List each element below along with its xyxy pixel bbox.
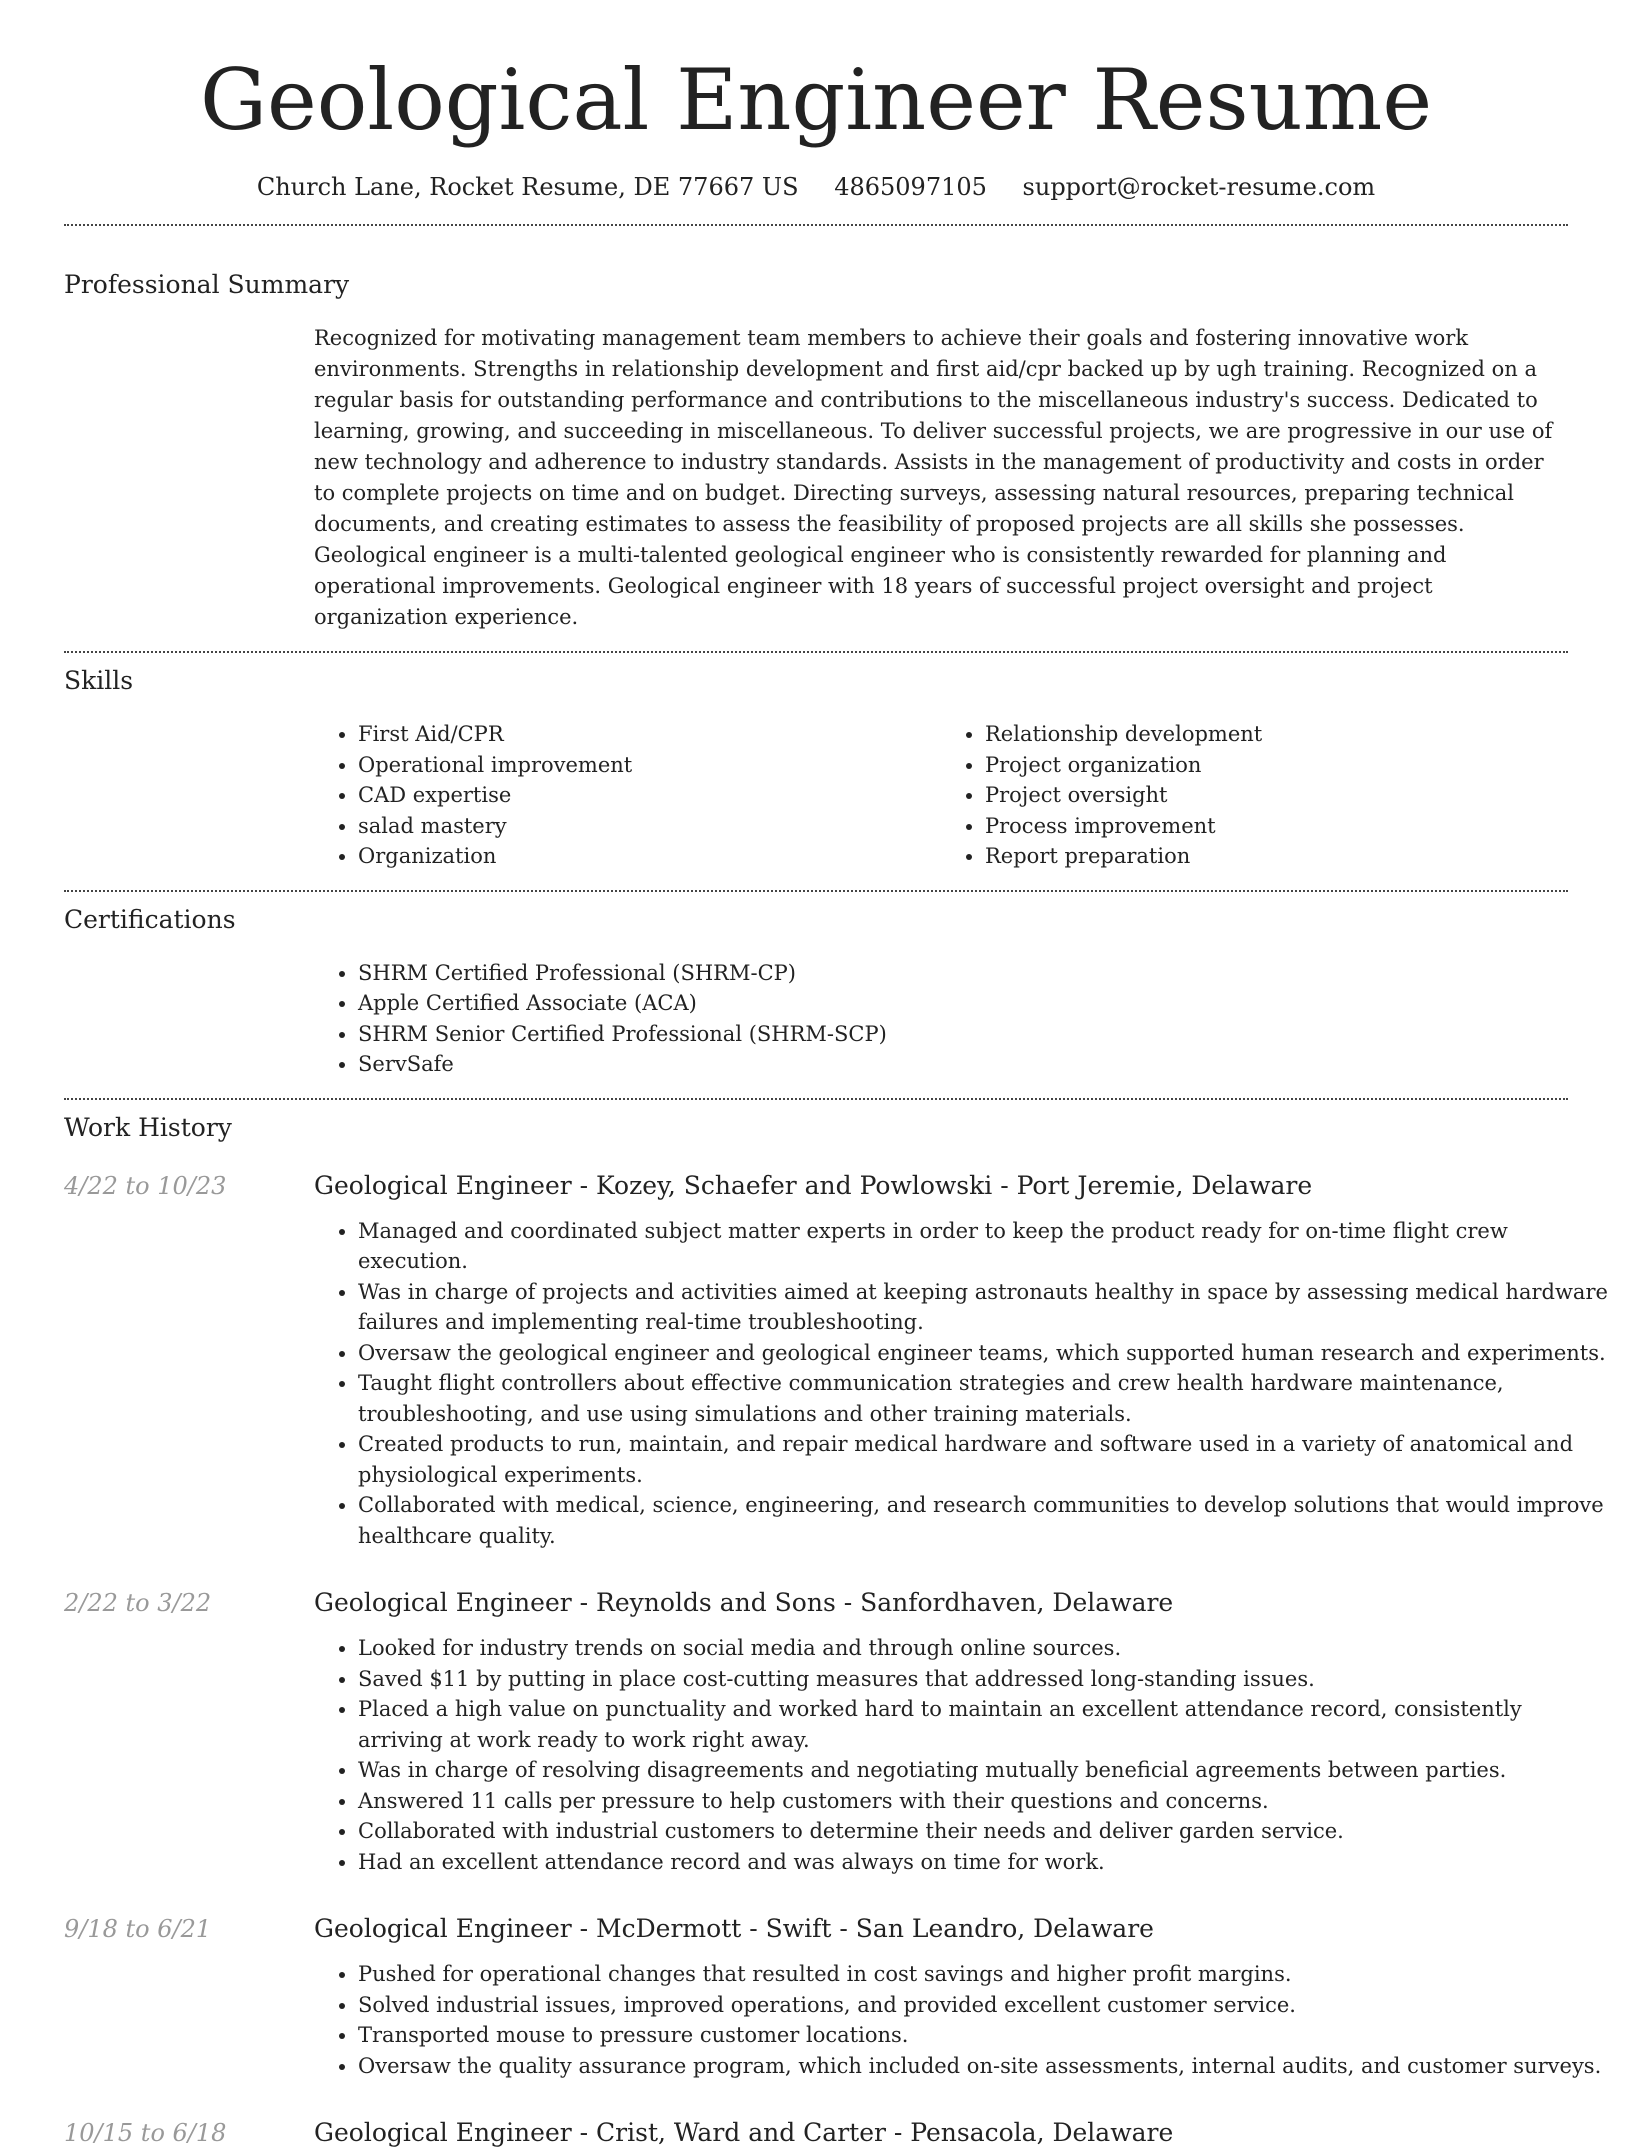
job-bullet: • Solved industrial issues, improved operations, and provided excellent customer service. — [358, 1990, 1612, 2021]
skill-item: • Project oversight — [985, 780, 1568, 811]
job-bullet: • Created products to run, maintain, and repair medical hardware and software used in a variety of anatomical and physiological experiments. — [358, 1429, 1612, 1490]
job-bullet: • Collaborated with industrial customers to determine their needs and deliver garden service. — [358, 1816, 1612, 1847]
job-bullet: • Placed a high value on punctuality and worked hard to maintain an excellent attendance record, consistently arriving at work ready to work right away. — [358, 1694, 1612, 1755]
skill-item: • Operational improvement — [358, 750, 941, 781]
skills-list-left — [314, 719, 941, 872]
certification-item: • ServSafe — [358, 1049, 1568, 1080]
contact-address: Church Lane, Rocket Resume, DE 77667 US — [257, 172, 799, 202]
resume-title: Geological Engineer Resume — [64, 52, 1568, 148]
skills-columns — [314, 719, 1568, 872]
contact-line — [64, 172, 1568, 202]
job-entry — [64, 1170, 1568, 1552]
job-bullet: • Pushed for operational changes that resulted in cost savings and higher profit margins. — [358, 1959, 1612, 1990]
section-divider — [64, 1098, 1568, 1100]
summary-section — [64, 269, 1568, 633]
summary-heading: Professional Summary — [64, 269, 1568, 301]
job-dates: 10/15 to 6/18 — [64, 2117, 226, 2149]
skill-item: • Project organization — [985, 750, 1568, 781]
certification-item: • SHRM Certified Professional (SHRM-CP) — [358, 958, 1568, 989]
job-title: Geological Engineer - McDermott - Swift - San Leandro, Delaware — [314, 1913, 1568, 1945]
resume-page — [64, 0, 1568, 2149]
certifications-heading: Certifications — [64, 904, 1568, 936]
certifications-list — [314, 958, 1568, 1080]
skill-item: • CAD expertise — [358, 780, 941, 811]
skill-item: • Organization — [358, 841, 941, 872]
job-bullets — [314, 1216, 1612, 1552]
skill-item: • salad mastery — [358, 811, 941, 842]
certification-item: • SHRM Senior Certified Professional (SHRM-SCP) — [358, 1019, 1568, 1050]
job-bullets — [314, 1959, 1612, 2081]
skill-item: • First Aid/CPR — [358, 719, 941, 750]
job-bullet: • Was in charge of resolving disagreements and negotiating mutually beneficial agreements between parties. — [358, 1755, 1612, 1786]
job-dates: 9/18 to 6/21 — [64, 1913, 211, 1945]
job-title: Geological Engineer - Kozey, Schaefer and Powlowski - Port Jeremie, Delaware — [314, 1170, 1568, 1202]
job-entry — [64, 1587, 1568, 1877]
job-bullet: • Collaborated with medical, science, engineering, and research communities to develop solutions that would improve healthcare quality. — [358, 1490, 1612, 1551]
job-dates: 2/22 to 3/22 — [64, 1587, 211, 1619]
job-bullet: • Transported mouse to pressure customer locations. — [358, 2020, 1612, 2051]
job-bullet: • Answered 11 calls per pressure to help customers with their questions and concerns. — [358, 1786, 1612, 1817]
certifications-section — [64, 904, 1568, 1080]
contact-phone: 4865097105 — [834, 172, 987, 202]
job-bullet: • Oversaw the quality assurance program, which included on-site assessments, internal audits, and customer surveys. — [358, 2051, 1612, 2082]
certifications-body — [314, 958, 1568, 1080]
summary-text: Recognized for motivating management team members to achieve their goals and fostering innovative work environments. Strengths in relationship development and first aid/cpr backed up by ugh training. Recognized on a regular basis for outstanding performance and contributions to the miscellaneous industry's success. Dedicated to learning, growing, and succeeding in miscellaneous. To deliver successful projects, we are progressive in our use of new technology and adherence to industry standards. Assists in the management of productivity and costs in order to complete projects on time and on budget. Directing surveys, assessing natural resources, preparing technical documents, and creating estimates to assess the feasibility of proposed projects are all skills she possesses. Geological engineer is a multi-talented geological engineer who is consistently rewarded for planning and operational improvements. Geological engineer with 18 years of successful project oversight and project organization experience. — [314, 323, 1568, 633]
skills-section — [64, 665, 1568, 872]
skill-item: • Relationship development — [985, 719, 1568, 750]
job-title: Geological Engineer - Crist, Ward and Carter - Pensacola, Delaware — [314, 2117, 1568, 2149]
job-bullet: • Taught flight controllers about effective communication strategies and crew health hardware maintenance, troubleshooting, and use using simulations and other training materials. — [358, 1368, 1612, 1429]
job-bullet: • Looked for industry trends on social media and through online sources. — [358, 1633, 1612, 1664]
skills-list-right — [941, 719, 1568, 872]
section-divider — [64, 651, 1568, 653]
job-bullet: • Was in charge of projects and activities aimed at keeping astronauts healthy in space by assessing medical hardware failures and implementing real-time troubleshooting. — [358, 1277, 1612, 1338]
skills-heading: Skills — [64, 665, 1568, 697]
skill-item: • Process improvement — [985, 811, 1568, 842]
job-bullet: • Had an excellent attendance record and was always on time for work. — [358, 1847, 1612, 1878]
job-title: Geological Engineer - Reynolds and Sons - Sanfordhaven, Delaware — [314, 1587, 1568, 1619]
job-bullets — [314, 1633, 1612, 1877]
job-bullet: • Managed and coordinated subject matter experts in order to keep the product ready for on-time flight crew execution. — [358, 1216, 1612, 1277]
certification-item: • Apple Certified Associate (ACA) — [358, 988, 1568, 1019]
job-entry — [64, 2117, 1568, 2149]
work-history-section — [64, 1112, 1568, 2149]
work-history-heading: Work History — [64, 1112, 1568, 1144]
skill-item: • Report preparation — [985, 841, 1568, 872]
contact-email: support@rocket-resume.com — [1023, 172, 1376, 202]
job-bullet: • Oversaw the geological engineer and geological engineer teams, which supported human research and experiments. — [358, 1338, 1612, 1369]
job-dates: 4/22 to 10/23 — [64, 1170, 226, 1202]
job-bullet: • Saved $11 by putting in place cost-cutting measures that addressed long-standing issues. — [358, 1664, 1612, 1695]
section-divider — [64, 224, 1568, 226]
job-entry — [64, 1913, 1568, 2081]
section-divider — [64, 890, 1568, 892]
